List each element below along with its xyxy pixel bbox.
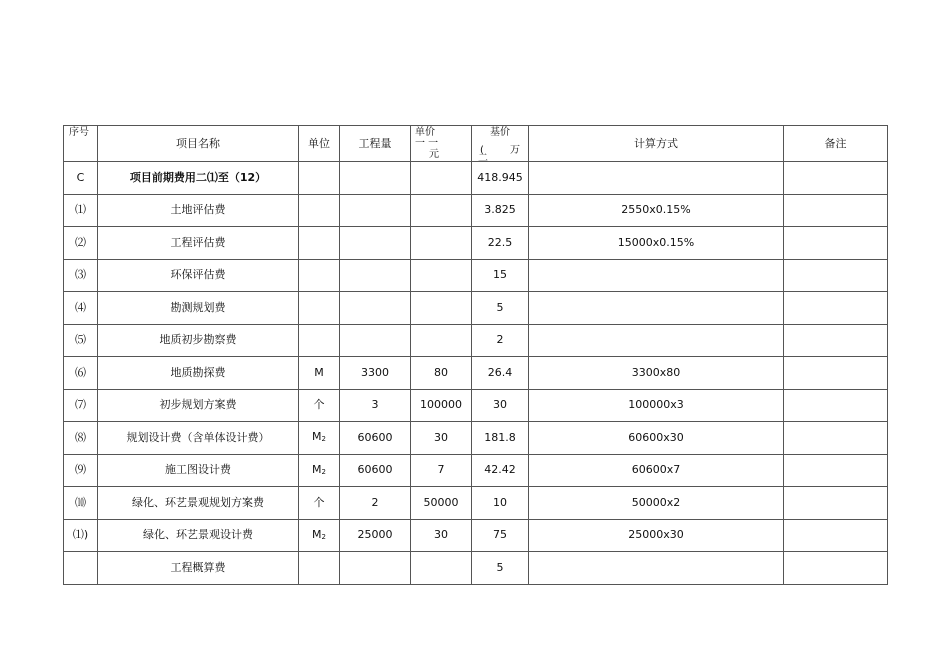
table-row bbox=[64, 357, 888, 390]
cell-qty bbox=[340, 162, 411, 195]
header-price-unit: 元 bbox=[429, 149, 439, 160]
unit-superscript: 2 bbox=[321, 532, 326, 541]
table-row bbox=[64, 324, 888, 357]
cell-method bbox=[529, 162, 784, 195]
cell-seq: C bbox=[64, 162, 98, 195]
cell-note bbox=[784, 162, 888, 195]
cell-method: 2550x0.15% bbox=[529, 194, 784, 227]
cell-method: 60600x7 bbox=[529, 454, 784, 487]
cell-method bbox=[529, 259, 784, 292]
cell-seq: ⑵ bbox=[64, 227, 98, 260]
cell-name: 绿化、环艺景观规划方案费 bbox=[98, 487, 299, 520]
cell-base: 15 bbox=[472, 259, 529, 292]
cell-unit bbox=[299, 519, 340, 552]
cell-base: 75 bbox=[472, 519, 529, 552]
cell-price bbox=[411, 162, 472, 195]
cell-note bbox=[784, 389, 888, 422]
cell-seq bbox=[64, 552, 98, 585]
cell-method: 15000x0.15% bbox=[529, 227, 784, 260]
cell-method: 100000x3 bbox=[529, 389, 784, 422]
table-row bbox=[64, 162, 888, 195]
cell-seq: ⑼ bbox=[64, 454, 98, 487]
cell-note bbox=[784, 292, 888, 325]
cell-seq: ⑴ bbox=[64, 194, 98, 227]
header-base-paren: ( bbox=[480, 145, 484, 156]
cell-note bbox=[784, 194, 888, 227]
unit-text: M bbox=[312, 527, 322, 541]
cell-base: 2 bbox=[472, 324, 529, 357]
header-note: 备注 bbox=[784, 126, 888, 162]
cell-seq: ⑺ bbox=[64, 389, 98, 422]
cell-seq: ⑴) bbox=[64, 519, 98, 552]
cell-name: 工程评估费 bbox=[98, 227, 299, 260]
cell-seq: ⑻ bbox=[64, 422, 98, 455]
cell-method: 25000x30 bbox=[529, 519, 784, 552]
cell-base: 3.825 bbox=[472, 194, 529, 227]
cell-unit bbox=[299, 454, 340, 487]
cell-price: 7 bbox=[411, 454, 472, 487]
cell-name: 环保评估费 bbox=[98, 259, 299, 292]
header-name: 项目名称 bbox=[98, 126, 299, 162]
header-price bbox=[411, 126, 472, 162]
cell-seq: ⑷ bbox=[64, 292, 98, 325]
cell-price bbox=[411, 324, 472, 357]
cell-note bbox=[784, 357, 888, 390]
cell-qty bbox=[340, 259, 411, 292]
cell-unit bbox=[299, 227, 340, 260]
table-row bbox=[64, 292, 888, 325]
cell-note bbox=[784, 454, 888, 487]
cell-price bbox=[411, 194, 472, 227]
cell-name: 初步规划方案费 bbox=[98, 389, 299, 422]
table-row bbox=[64, 552, 888, 585]
cell-method: 60600x30 bbox=[529, 422, 784, 455]
cell-unit bbox=[299, 162, 340, 195]
cell-unit: M bbox=[299, 357, 340, 390]
cell-name: 地质勘探费 bbox=[98, 357, 299, 390]
cell-unit bbox=[299, 324, 340, 357]
table-row bbox=[64, 194, 888, 227]
cell-note bbox=[784, 422, 888, 455]
cell-method bbox=[529, 292, 784, 325]
cell-note bbox=[784, 324, 888, 357]
header-base-unit: 万 bbox=[510, 145, 520, 156]
header-base-label: 基价 bbox=[490, 127, 510, 138]
cell-note bbox=[784, 552, 888, 585]
cell-price: 80 bbox=[411, 357, 472, 390]
cell-qty: 2 bbox=[340, 487, 411, 520]
cell-method: 50000x2 bbox=[529, 487, 784, 520]
cell-name: 绿化、环艺景观设计费 bbox=[98, 519, 299, 552]
cell-seq: ⑹ bbox=[64, 357, 98, 390]
cell-qty bbox=[340, 194, 411, 227]
cell-unit: 个 bbox=[299, 487, 340, 520]
cell-seq: ⑸ bbox=[64, 324, 98, 357]
header-row bbox=[64, 126, 888, 162]
cell-price: 50000 bbox=[411, 487, 472, 520]
header-seq: 序号 bbox=[64, 126, 98, 162]
header-method: 计算方式 bbox=[529, 126, 784, 162]
cell-note bbox=[784, 227, 888, 260]
cell-price: 30 bbox=[411, 519, 472, 552]
cell-seq: ⑶ bbox=[64, 259, 98, 292]
cell-base: 30 bbox=[472, 389, 529, 422]
cell-qty: 3 bbox=[340, 389, 411, 422]
cell-name: 施工图设计费 bbox=[98, 454, 299, 487]
cell-base: 181.8 bbox=[472, 422, 529, 455]
cell-qty bbox=[340, 324, 411, 357]
cell-base: 26.4 bbox=[472, 357, 529, 390]
cell-base: 22.5 bbox=[472, 227, 529, 260]
cell-note bbox=[784, 487, 888, 520]
cell-base: 42.42 bbox=[472, 454, 529, 487]
cell-unit bbox=[299, 292, 340, 325]
table-body bbox=[64, 162, 888, 585]
cell-name: 土地评估费 bbox=[98, 194, 299, 227]
unit-superscript: 2 bbox=[321, 435, 326, 444]
header-price-label: 单价 bbox=[415, 127, 435, 138]
cell-name: 地质初步勘察费 bbox=[98, 324, 299, 357]
table-row bbox=[64, 422, 888, 455]
unit-superscript: 2 bbox=[321, 467, 326, 476]
cell-price: 30 bbox=[411, 422, 472, 455]
table-row bbox=[64, 487, 888, 520]
cell-unit bbox=[299, 552, 340, 585]
cell-name: 项目前期费用二⑴至（12） bbox=[98, 162, 299, 195]
cell-note bbox=[784, 519, 888, 552]
table-row bbox=[64, 259, 888, 292]
unit-text: M bbox=[312, 462, 322, 476]
cell-qty bbox=[340, 292, 411, 325]
cell-qty: 3300 bbox=[340, 357, 411, 390]
cell-base: 10 bbox=[472, 487, 529, 520]
cell-price bbox=[411, 259, 472, 292]
table-row bbox=[64, 454, 888, 487]
cell-qty bbox=[340, 227, 411, 260]
cell-base: 5 bbox=[472, 292, 529, 325]
cell-unit bbox=[299, 259, 340, 292]
cell-method: 3300x80 bbox=[529, 357, 784, 390]
table-row bbox=[64, 389, 888, 422]
cell-qty: 60600 bbox=[340, 422, 411, 455]
unit-text: M bbox=[312, 430, 322, 444]
cell-price bbox=[411, 227, 472, 260]
cell-qty: 25000 bbox=[340, 519, 411, 552]
cost-table bbox=[63, 125, 888, 585]
header-unit: 单位 bbox=[299, 126, 340, 162]
cell-name: 工程概算费 bbox=[98, 552, 299, 585]
cell-note bbox=[784, 259, 888, 292]
header-base bbox=[472, 126, 529, 162]
cell-qty bbox=[340, 552, 411, 585]
table-row bbox=[64, 519, 888, 552]
cell-unit: 个 bbox=[299, 389, 340, 422]
cell-seq: ⑽ bbox=[64, 487, 98, 520]
cell-method bbox=[529, 552, 784, 585]
cell-price: 100000 bbox=[411, 389, 472, 422]
cell-name: 规划设计费（含单体设计费） bbox=[98, 422, 299, 455]
cell-qty: 60600 bbox=[340, 454, 411, 487]
header-base-mark: 二 bbox=[478, 153, 488, 164]
cell-base: 418.945 bbox=[472, 162, 529, 195]
cell-name: 勘测规划费 bbox=[98, 292, 299, 325]
cell-base: 5 bbox=[472, 552, 529, 585]
cell-price bbox=[411, 552, 472, 585]
table-row bbox=[64, 227, 888, 260]
header-qty: 工程量 bbox=[340, 126, 411, 162]
cell-method bbox=[529, 324, 784, 357]
cell-unit bbox=[299, 194, 340, 227]
cell-price bbox=[411, 292, 472, 325]
header-price-mark: 一 一 bbox=[415, 138, 439, 149]
cell-unit bbox=[299, 422, 340, 455]
